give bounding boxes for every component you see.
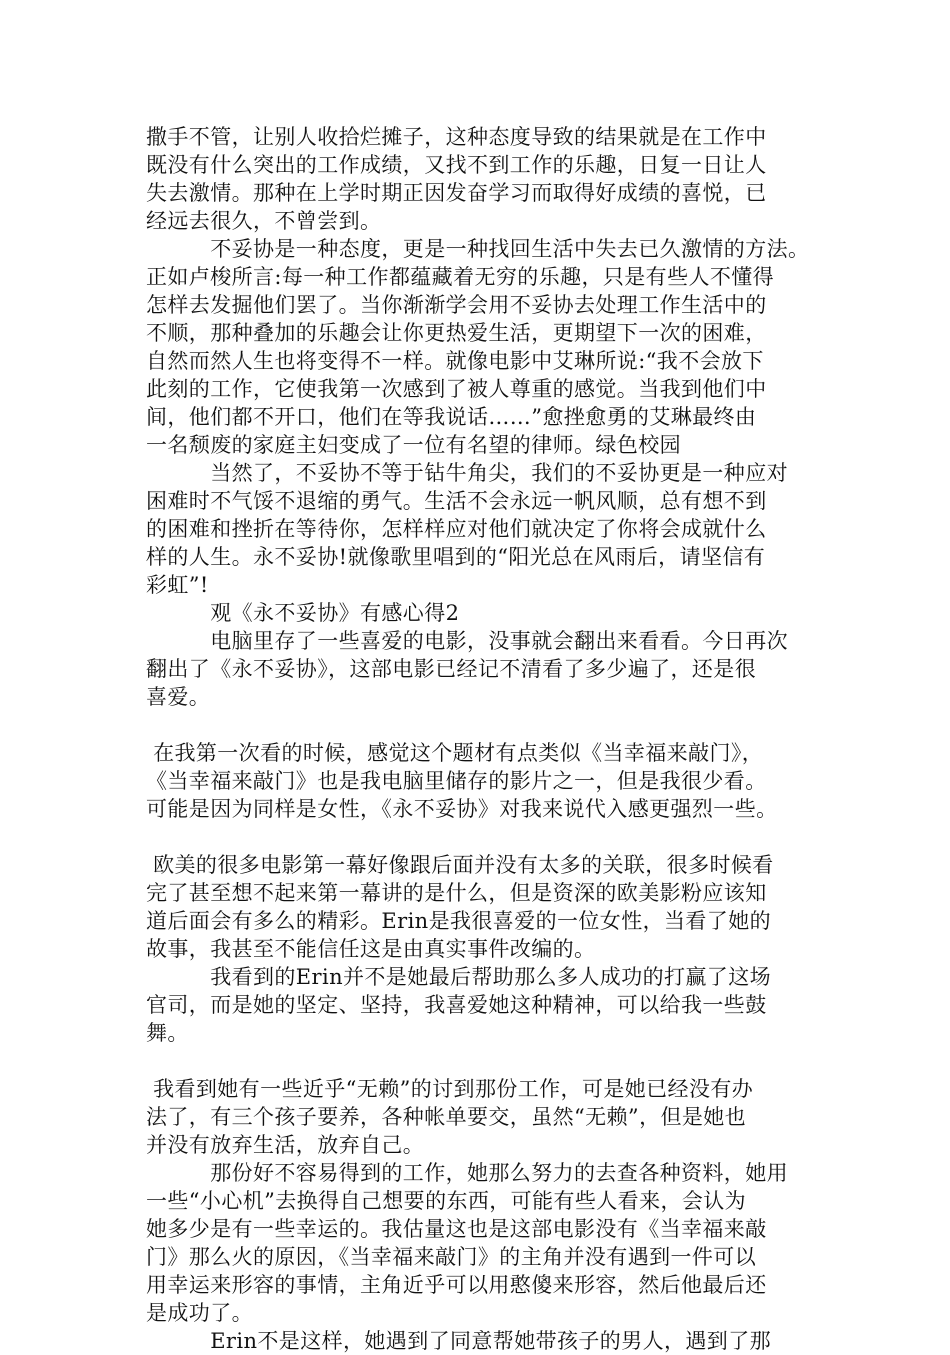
text-line: 经远去很久，不曾尝到。 <box>146 209 382 233</box>
text-line: 不妥协是一种态度，更是一种找回生活中失去已久激情的方法。 <box>146 237 810 261</box>
text-line: 并没有放弃生活，放弃自己。 <box>146 1133 425 1157</box>
text-line: 撒手不管，让别人收拾烂摊子，这种态度导致的结果就是在工作中 <box>146 125 767 149</box>
text-line: 一些“小心机”去换得自己想要的东西，可能有些人看来，会认为 <box>146 1189 747 1213</box>
blank-line <box>146 711 812 739</box>
text-line: 失去激情。那种在上学时期正因发奋学习而取得好成绩的喜悦，已 <box>146 181 767 205</box>
text-line: 的困难和挫折在等待你，怎样样应对他们就决定了你将会成就什么 <box>146 517 767 541</box>
text-line: 她多少是有一些幸运的。我估量这也是这部电影没有《当幸福来敲 <box>146 1217 767 1241</box>
text-line: 喜爱。 <box>146 685 211 709</box>
text-line: 可能是因为同样是女性，《永不妥协》对我来说代入感更强烈一些。 <box>146 797 778 821</box>
text-line: 在我第一次看的时候，感觉这个题材有点类似《当幸福来敲门》， <box>146 741 764 765</box>
text-line: 是成功了。 <box>146 1301 253 1325</box>
text-line: 道后面会有多么的精彩。Erin是我很喜爱的一位女性，当看了她的 <box>146 909 772 933</box>
text-line: 法了，有三个孩子要养，各种帐单要交，虽然“无赖”，但是她也 <box>146 1105 747 1129</box>
text-line: 此刻的工作，它使我第一次感到了被人尊重的感觉。当我到他们中 <box>146 377 767 401</box>
text-line: 一名颓废的家庭主妇变成了一位有名望的律师。绿色校园 <box>146 433 681 457</box>
text-line: 《当幸福来敲门》也是我电脑里储存的影片之一，但是我很少看。 <box>146 769 767 793</box>
text-line: 正如卢梭所言:每一种工作都蕴藏着无穷的乐趣，只是有些人不懂得 <box>146 265 775 289</box>
text-line: 困难时不气馁不退缩的勇气。生活不会永远一帆风顺，总有想不到 <box>146 489 767 513</box>
blank-line <box>146 823 812 851</box>
blank-line <box>146 1047 812 1075</box>
text-line: 既没有什么突出的工作成绩，又找不到工作的乐趣，日复一日让人 <box>146 153 767 177</box>
text-line: 用幸运来形容的事情，主角近乎可以用憨傻来形容，然后他最后还 <box>146 1273 767 1297</box>
text-line: 官司，而是她的坚定、坚持，我喜爱她这种精神，可以给我一些鼓 <box>146 993 767 1017</box>
text-line: 我看到她有一些近乎“无赖”的讨到那份工作，可是她已经没有办 <box>146 1077 754 1101</box>
text-line: 翻出了《永不妥协》，这部电影已经记不清看了多少遍了，还是很 <box>146 657 757 681</box>
text-line: 怎样去发掘他们罢了。当你渐渐学会用不妥协去处理工作生活中的 <box>146 293 767 317</box>
text-line: 舞。 <box>146 1021 189 1045</box>
text-line: 样的人生。永不妥协!就像歌里唱到的“阳光总在风雨后，请坚信有 <box>146 545 766 569</box>
text-line: 我看到的Erin并不是她最后帮助那么多人成功的打赢了这场 <box>146 965 772 989</box>
text-line: 自然而然人生也将变得不一样。就像电影中艾琳所说:“我不会放下 <box>146 349 764 373</box>
text-line: 那份好不容易得到的工作，她那么努力的去查各种资料，她用 <box>146 1161 788 1185</box>
document-body <box>146 123 812 1355</box>
text-line: 彩虹”! <box>146 573 209 597</box>
text-line: 当然了，不妥协不等于钻牛角尖，我们的不妥协更是一种应对 <box>146 461 788 485</box>
text-line: 不顺，那种叠加的乐趣会让你更热爱生活，更期望下一次的困难， <box>146 321 767 345</box>
text-line: 电脑里存了一些喜爱的电影，没事就会翻出来看看。今日再次 <box>146 629 788 653</box>
text-line: Erin不是这样，她遇到了同意帮她带孩子的男人，遇到了那 <box>146 1329 772 1353</box>
text-line: 完了甚至想不起来第一幕讲的是什么，但是资深的欧美影粉应该知 <box>146 881 767 905</box>
text-line: 观《永不妥协》有感心得2 <box>146 601 460 625</box>
text-line: 门》那么火的原因，《当幸福来敲门》的主角并没有遇到一件可以 <box>146 1245 757 1269</box>
text-line: 欧美的很多电影第一幕好像跟后面并没有太多的关联，很多时候看 <box>146 853 774 877</box>
text-line: 故事，我甚至不能信任这是由真实事件改编的。 <box>146 937 596 961</box>
text-line: 间，他们都不开口，他们在等我说话……”愈挫愈勇的艾琳最终由 <box>146 405 757 429</box>
